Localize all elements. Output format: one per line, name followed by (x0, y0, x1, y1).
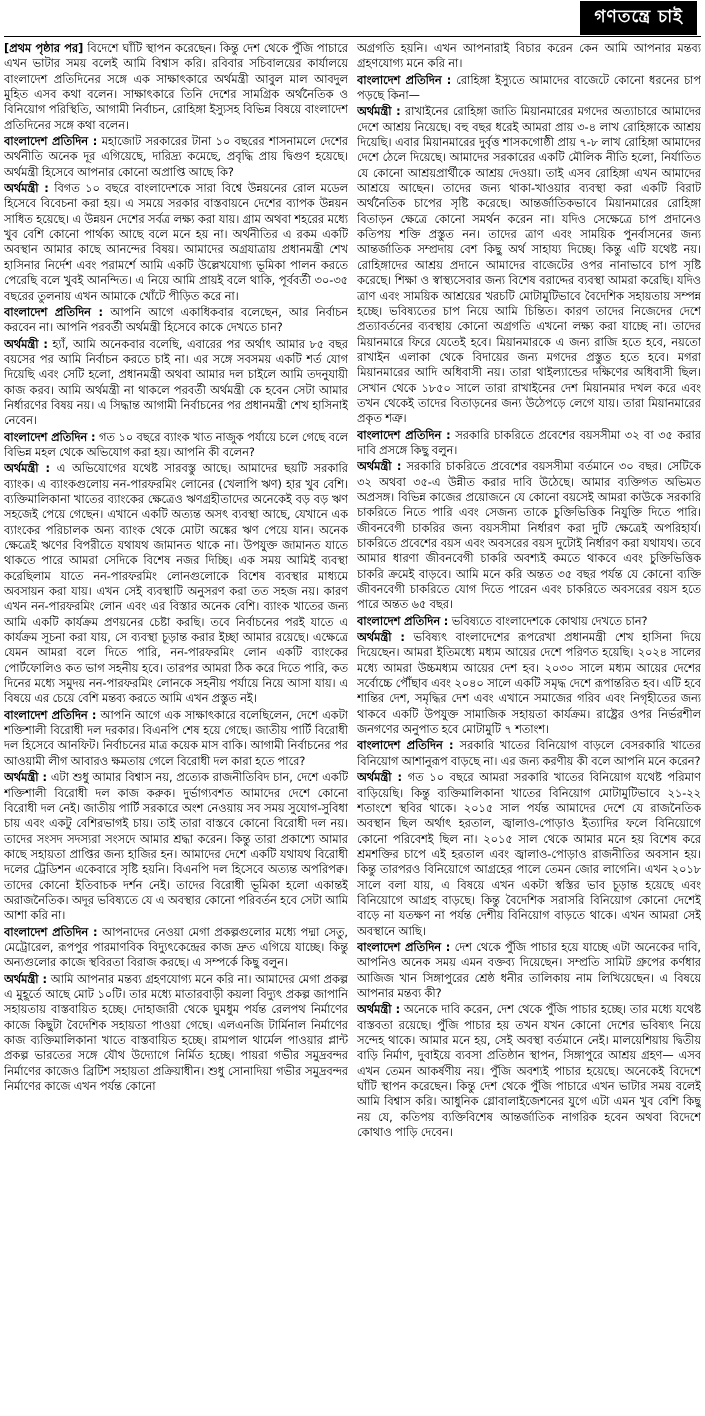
right-column (357, 41, 701, 1413)
answer-paragraph (357, 770, 701, 939)
answer-paragraph (4, 770, 348, 923)
speaker-label: অর্থমন্ত্রী : (4, 337, 48, 351)
paragraph-text: হ্যাঁ, আমি অনেকবার বলেছি, এবারের পর অর্থাৎ আমার ৮৫ বছর বয়সের পর আমি নির্বাচন করতে চাই না। এর সঙ্গে সবসময় একটি শর্ত যোগ দিয়েছি এবং সেটি হলো, প্রধানমন্ত্রী অথবা আমার দল চাইলে আমি তদনুযায়ী কাজ করব। আমি অর্থমন্ত্রী না থাকলে পরবর্তী অর্থমন্ত্রী কে হবেন সেটা আমার নির্ধারণের বিষয় নয়। এ সিদ্ধান্ত আগামী নির্বাচনের পর প্রধানমন্ত্রী শেখ হাসিনাই নেবেন। (4, 337, 348, 428)
paragraph-text: অনেকে দাবি করেন, দেশ থেকে পুঁজি পাচার হচ্ছে। তার মধ্যে যথেষ্ট বাস্তবতা রয়েছে। পুঁজি পাচার হয় তখন যখন কোনো দেশের ভবিষ্যৎ নিয়ে সন্দেহ থাকে। আমার মনে হয়, সেই অবস্থা বর্তমানে নেই। মালয়েশিয়ায় দ্বিতীয় বাড়ি নির্মাণ, দুবাইয়ে ব্যবসা প্রতিষ্ঠান স্থাপন, সিঙ্গাপুরে আশ্রয় গ্রহণ— এসব এখন তেমন আকর্ষণীয় নয়। পুঁজি অবশ্যই পাচার হয়েছে। অনেকেই বিদেশে ঘাঁটি স্থাপন করেছেন। কিন্তু দেশ থেকে পুঁজি পাচারে এখন ভাটার সময় বলেই আমি বিশ্বাস করি। আধুনিক গ্লোবালাইজেশনের যুগে এটা এমন খুব বেশি কিছু নয় যে, কতিপয় ব্যক্তিবিশেষ আন্তর্জাতিক নাগরিক হবেন অথবা বিদেশে কোথাও পাড়ি দেবেন। (357, 1003, 701, 1140)
answer-paragraph (357, 630, 701, 737)
interviewer-label: বাংলাদেশ প্রতিদিন : (357, 739, 454, 753)
paragraph-text: সরকারি চাকরিতে প্রবেশের বয়সসীমা বর্তমানে ৩০ বছর। সেটিকে ৩২ অথবা ৩৫-এ উন্নীত করার দাবি উঠেছে। আমার ব্যক্তিগত অভিমত অপ্রসঙ্গ। বিভিন্ন কাজের প্রয়োজনে যে কোনো বয়সেই আমরা কাউকে সরকারি চাকরিতে নিতে পারি এবং সেজন্য তাকে চুক্তিভিত্তিক নিযুক্তি দিতে পারি। জীবনবেগী চাকরির জন্য বয়সসীমা নির্ধারণ করা দুটি ক্ষেত্রেই অপরিহার্য। চাকরিতে প্রবেশের বয়স এবং অবসরের বয়স দুটোই নির্ধারণ করা যথাযথ। তবে আমার ধারণা জীবনবেগী চাকরি অবশ্যই কমতে থাকবে এবং চুক্তিভিত্তিক চাকরি ক্রমেই বাড়বে। আমি মনে করি অন্তত ৩৫ বছর পর্যন্ত যে কোনো ব্যক্তি জীবনবেগী চাকরিতে যোগ দিতে পারেন এবং চাকরিতে অবসরের বয়স হতে পারে অন্তত ৬৫ বছর। (357, 460, 701, 612)
paragraph-text: রাখাইনের রোহিঙ্গা জাতি মিয়ানমারের মগদের অত্যাচারে আমাদের দেশে আশ্রয় নিয়েছে। বহু বছর ধরেই আমরা প্রায় ৩-৪ লাখ রোহিঙ্গাকে আশ্রয় দিয়েছি। এবার মিয়ানমারের দুর্বৃত্ত শাসকগোষ্ঠী প্রায় ৭-৮ লাখ রোহিঙ্গা আমাদের দেশে ঠেলে দিয়েছে। আমাদের সরকারের একটি মৌলিক নীতি হলো, নির্যাতিত যে কোনো আশ্রয়প্রার্থীকে আশ্রয় দেওয়া। তাই এসব রোহিঙ্গা এখন আমাদের আশ্রয়ে আছেন। তাদের জন্য থাকা-খাওয়ার ব্যবস্থা করা একটি বিরাট অর্থনৈতিক চাপের সৃষ্টি করেছে। আন্তর্জাতিকভাবে মিয়ানমারের রোহিঙ্গা বিতাড়ন ক্ষেত্রে কোনো সমর্থন করেন না। যদিও সেক্ষেত্রে চাপ প্রদানেও কতিপয় শক্তি প্রস্তুত নন। তাদের ত্রাণ এবং সাময়িক পুনর্বাসনের জন্য আন্তর্জাতিক সম্প্রদায় বেশ কিছু অর্থ সাহায্য দিচ্ছে। কিন্তু এটি যথেষ্ট নয়। রোহিঙ্গাদের আশ্রয় প্রদানে আমাদের বাজেটের ওপর নানাভাবে চাপ সৃষ্টি করেছে। শিক্ষা ও স্বাস্থ্যসেবার জন্য বিশেষ বরাদ্দের ব্যবস্থা আমরা করেছি। যদিও ত্রাণ এবং সাময়িক আশ্রয়ের খরচটি মোটামুটিভাবে বৈদেশিক সহায়তায় সম্পন্ন হচ্ছে। ভবিষ্যতের চাপ নিয়ে আমি চিন্তিত। কারণ তাদের নিজেদের দেশে প্রত্যাবর্তনের ব্যবস্থায় কোনো অগ্রগতি এখনো লক্ষ্য করা যাচ্ছে না। তাদের মিয়ানমারে ফিরে যেতেই হবে। মিয়ানমারকে এ জন্য রাজি হতে হবে, নয়তো রাখাইন এলাকা থেকে বিদায়ের জন্য মগদের প্রস্তুত হতে হবে। মগরা মিয়ানমারের আদি অধিবাসী নয়। তারা থাইল্যান্ডের দক্ষিণের অধিবাসী ছিল। সেখান থেকে ১৮৫০ সালে তারা রাখাইনের দেশ মিয়ানমার দখল করে এবং তখন থেকেই তাদের বিতাড়নের জন্য উঠেপড়ে লেগে যায়। তারা মিয়ানমারের প্রকৃত শত্রু। (357, 105, 701, 426)
paragraph-text: আপনাদের নেওয়া মেগা প্রকল্পগুলোর মধ্যে পদ্মা সেতু, মেট্রোরেল, রূপপুর পারমাণবিক বিদ্যুৎকেন্দ্রের কাজ দ্রুত এগিয়ে যাচ্ছে। কিন্তু অন্যগুলোর কাজে স্থবিরতা বিরাজ করছে। এ সম্পর্কে কিছু বলুন। (4, 925, 348, 970)
paragraph-text: এটা শুধু আমার বিশ্বাস নয়, প্রত্যেক রাজনীতিবিদ চান, দেশে একটি শক্তিশালী বিরোধী দল কাজ করুক। দুর্ভাগ্যবশত আমাদের দেশে কোনো বিরোধী দল নেই। জাতীয় পার্টি সরকারে অংশ নেওয়ায় সব সময় সুযোগ-সুবিধা চায় এবং একটু বেশিরভাগই চায়। তাই তারা বাস্তবে কোনো বিরোধী দল নয়। তাদের সংসদ সদস্যরা সংসদে আমার শ্রদ্ধা করেন। কিন্তু তারা প্রকাশ্যে আমার কাছে সহায়তা প্রাপ্তির জন্য হাজির হন। আমাদের দেশে একটি যথাযথ বিরোধী দলের ট্রেডিশন একেবারে সৃষ্টি হয়নি। বিএনপি দল হিসেবে অত্যন্ত অপরিপক্ব। তাদের কোনো ইতিবাচক দর্শন নেই। তাদের বিরোধী ভূমিকা হলো একান্তই অরাজনৈতিক। অদূর ভবিষ্যতে যে এ অবস্থার কোনো পরিবর্তন হবে সেটা আমি আশা করি না। (4, 771, 348, 923)
interviewer-label: বাংলাদেশ প্রতিদিন : (357, 940, 451, 954)
interviewer-label: বাংলাদেশ প্রতিদিন : (4, 135, 98, 149)
continuation-label: [প্রথম পৃষ্ঠার পর] (4, 42, 84, 55)
left-column (4, 41, 348, 1413)
paragraph-text: রোহিঙ্গা ইস্যুতে আমাদের বাজেটে কোনো ধরনের চাপ পড়ছে কিনা— (357, 73, 701, 103)
answer-paragraph (357, 459, 701, 612)
article-columns (4, 41, 701, 1413)
question-paragraph (4, 708, 348, 769)
interviewer-label: বাংলাদেশ প্রতিদিন : (357, 614, 449, 628)
answer-paragraph (4, 972, 348, 1095)
question-paragraph (357, 738, 701, 769)
speaker-label: অর্থমন্ত্রী : (357, 1003, 401, 1017)
speaker-label: অর্থমন্ত্রী : (4, 182, 49, 196)
speaker-label: অর্থমন্ত্রী : (4, 462, 51, 476)
paragraph-text: আপনি আগে এক সাক্ষাৎকারে বলেছিলেন, দেশে একটা শক্তিশালী বিরোধী দল দরকার। বিএনপি শেষ হয়ে গেছে। জাতীয় পার্টি বিরোধী দল হিসেবে আনফিট। নির্বাচনের মাত্র কয়েক মাস বাকি। আগামী নির্বাচনের পর আওয়ামী লীগ আবারও ক্ষমতায় গেলে বিরোধী দল কারা হতে পারে? (4, 708, 348, 768)
question-paragraph (4, 925, 348, 971)
paragraph-text: বিগত ১০ বছরে বাংলাদেশকে সারা বিশ্বে উন্নয়নের রোল মডেল হিসেবে বিবেচনা করা হয়। এ সময়ে সরকার বাস্তবায়নে দেশের ব্যাপক উন্নয়ন সাধিত হয়েছে। এ উন্নয়ন দেশের সর্বত্র লক্ষ্য করা যায়। গ্রাম অথবা শহরের মধ্যে খুব বেশি কোনো পার্থক্য আছে বলে মনে হয় না। অর্থনীতির এ রকম একটি অবস্থান আমার কাছে আনন্দের বিষয়। আমাদের অগ্রযাত্রায় প্রধানমন্ত্রী শেখ হাসিনার নির্দেশ এবং পরামর্শে আমি একটি উল্লেখযোগ্য ভূমিকা পালন করতে পেরেছি বলে খুবই আনন্দিত। এ নিয়ে আমি প্রায়ই বলে থাকি, পূর্ববর্তী ৩০-৩৫ বছরের তুলনায় এখন আমাকে খোঁটে পীড়িত করে না। (4, 182, 348, 303)
question-paragraph (4, 134, 348, 180)
paragraph-text: এ অভিযোগের যথেষ্ট সারবস্তু আছে। আমাদের ছয়টি সরকারি ব্যাংক। এ ব্যাংকগুলোয় নন-পারফরমিং লোনের (খেলাপি ঋণ) হার খুব বেশি। ব্যক্তিমালিকানা খাতের ব্যাংকের ক্ষেত্রেও ঋণগ্রহীতাদের অনেকেই বড় বড় ঋণ সহজেই পেয়ে গেছেন। এখানে একটি অত্যন্ত অসৎ ব্যবস্থা আছে, যেখানে এক ব্যাংকের পরিচালক অন্য ব্যাংক থেকে মোটা অঙ্কের ঋণ পেয়ে যান। অনেক ক্ষেত্রেই ঋণের বিপরীতে যথাযথ জামানত থাকে না। উপযুক্ত জামানত যাতে থাকতে পারে আমরা সেদিকে বিশেষ নজর দিচ্ছি। এক সময় আমিই ব্যবস্থা করেছিলাম যাতে নন-পারফরমিং লোনগুলোকে বিশেষ ব্যবস্থার মাধ্যমে অবসায়ন করা যায়। এখন সেই ব্যবস্থাটি অনুসরণ করা তত সহজ নয়। কারণ এখন নন-পারফরমিং লোন এবং এর বিস্তার অনেক বেশি। ব্যাংক খাতের জন্য আমি একটি কার্যক্রম প্রণয়নের চেষ্টা করছি। তবে নির্বাচনের পরই যাতে এ কার্যক্রম সূচনা করা যায়, সে ব্যবস্থা চূড়ান্ত করার ইচ্ছা আমার রয়েছে। এক্ষেত্রে যেমন আমরা বলে দিতে পারি, নন-পারফরমিং লোন একটি ব্যাংকের পোর্টফোলিও কত ভাগ সহনীয় হবে। তারপর আমরা ঠিক করে দিতে পারি, কত দিনের মধ্যে সমুদয় নন-পারফরমিং লোনকে সহনীয় পর্যায়ে নিয়ে আসা যায়। এ বিষয়ে এর চেয়ে বেশি মন্তব্য করতে আমি এখন প্রস্তুত নই। (4, 462, 348, 706)
question-paragraph (4, 305, 348, 336)
answer-paragraph (357, 1002, 701, 1140)
paragraph-text: গত ১০ বছরে আমরা সরকারি খাতের বিনিয়োগ যথেষ্ট পরিমাণ বাড়িয়েছি। কিন্তু ব্যক্তিমালিকানা খাতের বিনিয়োগ মোটামুটিভাবে ২১-২২ শতাংশে স্থবির থাকে। ২০১৫ সাল পর্যন্ত আমাদের দেশে যে রাজনৈতিক অবস্থান ছিল অর্থাৎ হরতাল, জ্বালাও-পোড়াও ইত্যাদির ফলে বিনিয়োগে কোনো পরিবেশই ছিল না। ২০১৫ সাল থেকে আমার মনে হয় বিশেষ করে শ্রমশক্তির চাপে এই হরতাল এবং জ্বালাও-পোড়াও রাজনীতির অবসান হয়। কিন্তু তারপরও বিনিয়োগে আগ্রহের পালে তেমন জোর লাগেনি। এখন ২০১৮ সালে বলা যায়, এ বিষয়ে এখন একটা স্বস্তির ভাব চূড়ান্ত হয়েছে এবং বিনিয়োগে আগ্রহ বাড়ছে। কিন্তু বৈদেশিক সরাসরি বিনিয়োগ কোনো দেশেই বাড়ে না যতক্ষণ না পর্যন্ত দেশীয় বিনিয়োগ বাড়তে থাকে। এখন আমরা সেই অবস্থানে আছি। (357, 771, 701, 938)
body-paragraph (4, 41, 348, 133)
answer-paragraph (4, 337, 348, 429)
paragraph-text: ভবিষ্যতে বাংলাদেশকে কোথায় দেখতে চান? (448, 614, 648, 628)
paragraph-text: সরকারি চাকরিতে প্রবেশের বয়সসীমা ৩২ বা ৩৫ করার দাবি প্রসঙ্গে কিছু বলুন। (357, 428, 701, 457)
question-paragraph (357, 614, 701, 629)
answer-paragraph (4, 181, 348, 304)
interviewer-label: বাংলাদেশ প্রতিদিন : (4, 430, 96, 444)
paragraph-text: দেশ থেকে পুঁজি পাচার হয়ে যাচ্ছে এটা অনেকের দাবি, আপনিও অনেক সময় এমন বক্তব্য দিয়েছেন। সম্প্রতি সামিট গ্রুপের কর্ণধার আজিজ খান সিঙ্গাপুরের শ্রেষ্ঠ ধনীর তালিকায় নাম লিখিয়েছেন। এ বিষয়ে আপনার মন্তব্য কী? (357, 940, 701, 1000)
paragraph-text: আপনি আগে একাধিকবার বলেছেন, আর নির্বাচন করবেন না। আপনি পরবর্তী অর্থমন্ত্রী হিসেবে কাকে দেখতে চান? (4, 305, 348, 335)
speaker-label: অর্থমন্ত্রী : (357, 105, 401, 119)
interviewer-label: বাংলাদেশ প্রতিদিন : (4, 305, 103, 319)
paragraph-text: সরকারি খাতের বিনিয়োগ বাড়লে বেসরকারি খাতের বিনিয়োগ আশানুরূপ বাড়ছে না। এর জন্য করণীয় কী বলে আপনি মনে করেন? (357, 739, 701, 768)
answer-paragraph (4, 461, 348, 707)
paragraph-text: মহাজোট সরকারের টানা ১০ বছরের শাসনামলে দেশের অর্থনীতি অনেক দূর এগিয়েছে, দারিদ্র্য কমেছে, প্রবৃদ্ধি প্রায় দ্বিগুণ হয়েছে। অর্থমন্ত্রী হিসেবে আপনার কোনো অপ্রাপ্তি আছে কি? (4, 135, 348, 179)
section-title: গণতন্ত্রে চাই (580, 1, 697, 35)
question-paragraph (357, 73, 701, 104)
interviewer-label: বাংলাদেশ প্রতিদিন : (4, 708, 97, 722)
interviewer-label: বাংলাদেশ প্রতিদিন : (357, 73, 452, 87)
speaker-label: অর্থমন্ত্রী : (357, 631, 405, 645)
section-header (4, 0, 701, 37)
paragraph-text: অগ্রগতি হয়নি। এখন আপনারাই বিচার করেন কেন আমি আপনার মন্তব্য গ্রহণযোগ্য মনে করি না। (357, 42, 701, 71)
speaker-label: অর্থমন্ত্রী : (357, 771, 403, 785)
paragraph-text: ভবিষ্যৎ বাংলাদেশের রূপরেখা প্রধানমন্ত্রী শেখ হাসিনা দিয়ে দিয়েছেন। আমরা ইতিমধ্যে মধ্যম আয়ের দেশে পরিণত হয়েছি। ২০২৪ সালের মধ্যে আমরা উচ্চমধ্যম আয়ের দেশ হব। ২০৩০ সালে মধ্যম আয়ের দেশের সর্বোচ্চে পৌঁছাব এবং ২০৪০ সালে একটি সমৃদ্ধ দেশে রূপান্তরিত হব। এটি হবে শান্তির দেশ, সমৃদ্ধির দেশ এবং এখানে সমাজের গরিব এবং নিগৃহীতের জন্য থাকবে একটি উপযুক্ত সামাজিক সহায়তা কার্যক্রম। রাষ্ট্রের ওপর নির্ভরশীল জনগণের অনুপাত হবে মোটামুটি ৭ শতাংশ। (357, 631, 701, 737)
paragraph-text: গত ১০ বছরে ব্যাংক খাত নাজুক পর্যায়ে চলে গেছে বলে বিভিন্ন মহল থেকে অভিযোগ করা হয়। আপনি কী বলেন? (4, 430, 348, 459)
answer-paragraph (357, 104, 701, 426)
interviewer-label: বাংলাদেশ প্রতিদিন : (357, 428, 451, 442)
question-paragraph (4, 430, 348, 461)
paragraph-text: বিদেশে ঘাঁটি স্থাপন করেছেন। কিন্তু দেশ থেকে পুঁজি পাচারে এখন ভাটার সময় বলেই আমি বিশ্বাস করি। রবিবার সচিবালয়ের কার্যালয়ে বাংলাদেশ প্রতিদিনের সঙ্গে এক সাক্ষাৎকারে অর্থমন্ত্রী আবুল মাল আবদুল মুহিত এসব কথা বলেন। সাক্ষাৎকারে তিনি দেশের সামগ্রিক অর্থনৈতিক ও বিনিয়োগ পরিস্থিতি, আগামী নির্বাচন, রোহিঙ্গা ইস্যুসহ বিভিন্ন বিষয়ে বাংলাদেশ প্রতিদিনের সঙ্গে কথা বলেন। (4, 42, 348, 132)
speaker-label: অর্থমন্ত্রী : (4, 972, 48, 986)
speaker-label: অর্থমন্ত্রী : (4, 771, 48, 785)
interviewer-label: বাংলাদেশ প্রতিদিন : (4, 925, 98, 939)
body-paragraph (357, 41, 701, 72)
question-paragraph (357, 428, 701, 459)
question-paragraph (357, 940, 701, 1001)
paragraph-text: আমি আপনার মন্তব্য গ্রহণযোগ্য মনে করি না। আমাদের মেগা প্রকল্প এ মুহূর্তে আছে মোট ১০টি। তার মধ্যে মাতারবাড়ী কয়লা বিদ্যুৎ প্রকল্প জাপানি সহায়তায় বাস্তবায়িত হচ্ছে। দোহাজারী থেকে ঘুমধুম পর্যন্ত রেলপথ নির্মাণের কাজে কিছুটা বৈদেশিক সহায়তা পাওয়া গেছে। এলএনজি টার্মিনাল নির্মাণের কাজ ব্যক্তিমালিকানা খাতে বাস্তবায়িত হচ্ছে। রামপাল থার্মেল পাওয়ার প্লান্ট প্রকল্প ভারতের সঙ্গে যৌথ উদ্যোগে নির্মিত হচ্ছে। পায়রা গভীর সমুদ্রবন্দর নির্মাণের কাজেও ব্রিটিশ সহায়তা প্রক্রিয়াধীন। শুধু সোনাদিয়া গভীর সমুদ্রবন্দর নির্মাণের কাজে এখন পর্যন্ত কোনো (4, 972, 348, 1094)
speaker-label: অর্থমন্ত্রী : (357, 460, 402, 474)
